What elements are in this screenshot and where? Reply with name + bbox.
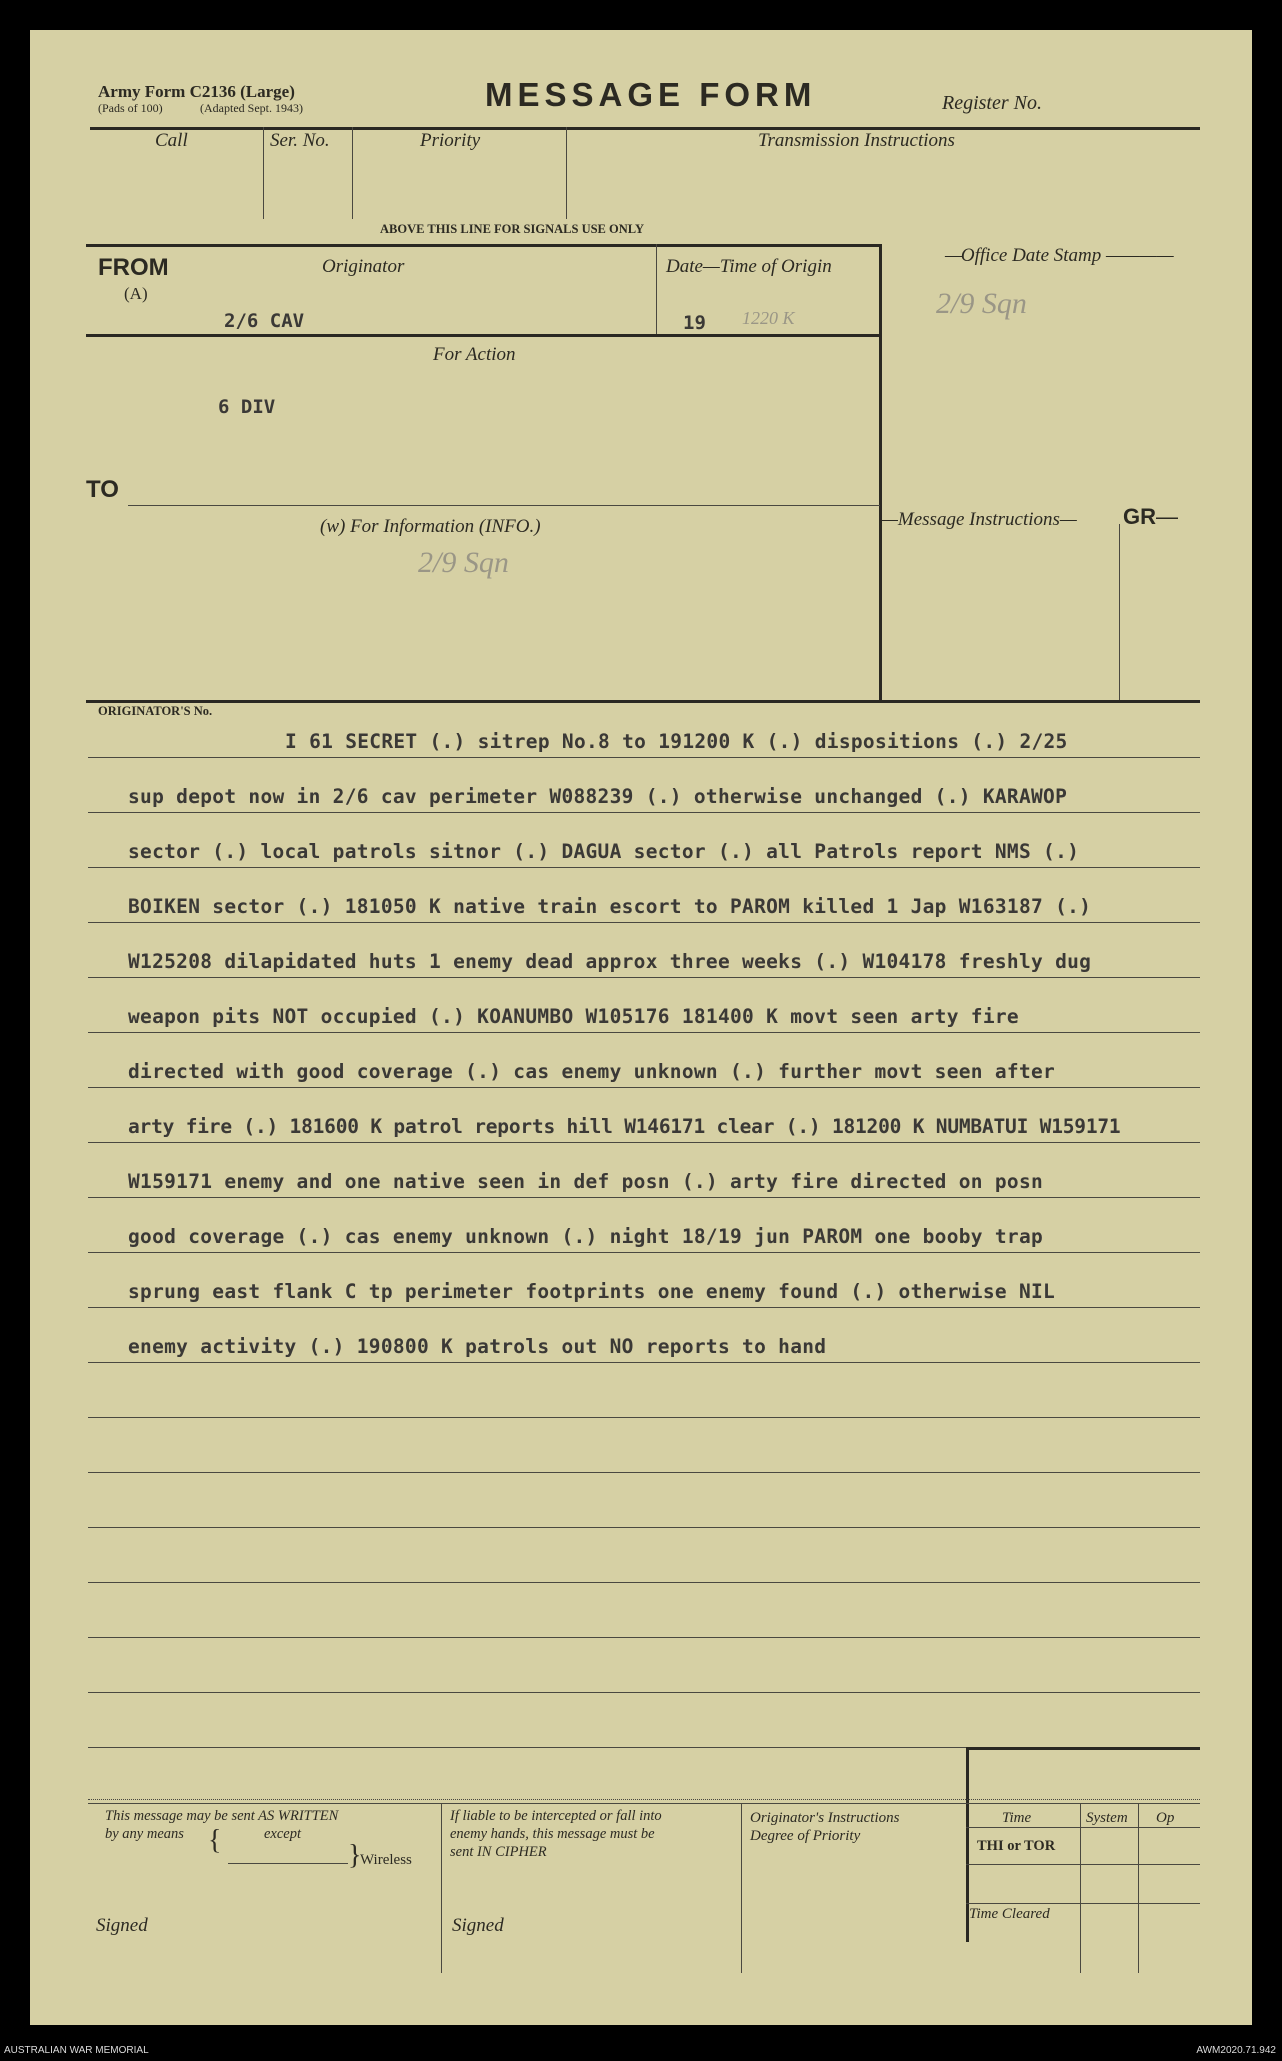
message-line: directed with good coverage (.) cas enemy unknown (.) further movt seen after bbox=[128, 1060, 1056, 1083]
to-label: TO bbox=[86, 476, 119, 503]
ruled-line bbox=[88, 867, 1200, 868]
priority-label: Priority bbox=[420, 130, 481, 151]
gr-label: GR— bbox=[1123, 504, 1178, 529]
message-line: sector (.) local patrols sitnor (.) DAGUA sector (.) all Patrols report NMS (.) bbox=[128, 840, 1080, 863]
originator-label: Originator bbox=[322, 256, 405, 277]
divider bbox=[352, 127, 353, 219]
above-line-note: ABOVE THIS LINE FOR SIGNALS USE ONLY bbox=[380, 222, 644, 236]
divider bbox=[263, 127, 264, 219]
wireless-brace: } bbox=[348, 1840, 362, 1871]
message-line: arty fire (.) 181600 K patrol reports hill W146171 clear (.) 181200 K NUMBATUI W159171 bbox=[128, 1115, 1121, 1138]
system-label: System bbox=[1086, 1810, 1128, 1826]
date-value: 19 bbox=[683, 312, 706, 334]
cipher-note-3: sent IN CIPHER bbox=[450, 1844, 547, 1860]
originators-no-label: ORIGINATOR'S No. bbox=[98, 704, 213, 718]
ruled-line bbox=[88, 977, 1200, 978]
degree-priority-label: Degree of Priority bbox=[750, 1828, 861, 1844]
time-row-rule bbox=[966, 1827, 1200, 1828]
signed-label-2: Signed bbox=[452, 1915, 504, 1936]
message-line: I 61 SECRET (.) sitrep No.8 to 191200 K (.) dispositions (.) 2/25 bbox=[285, 730, 1068, 753]
date-pencil-note: 1220 K bbox=[742, 308, 795, 328]
ruled-line bbox=[88, 1637, 1200, 1638]
header-rule bbox=[90, 127, 1200, 130]
footer-top-rule bbox=[88, 1799, 1200, 1800]
stamp-pencil-note: 2/9 Sqn bbox=[936, 287, 1027, 320]
ruled-line bbox=[88, 1087, 1200, 1088]
ruled-line bbox=[88, 1032, 1200, 1033]
divider bbox=[441, 1803, 442, 1973]
office-date-stamp-label: —Office Date Stamp ———— bbox=[945, 245, 1174, 266]
message-line: W125208 dilapidated huts 1 enemy dead approx three weeks (.) W104178 freshly dug bbox=[128, 950, 1092, 973]
ruled-line bbox=[88, 1307, 1200, 1308]
archive-reference: AWM2020.71.942 bbox=[1196, 2045, 1276, 2056]
ruled-line bbox=[88, 1362, 1200, 1363]
message-line: W159171 enemy and one native seen in def posn (.) arty fire directed on posn bbox=[128, 1170, 1044, 1193]
message-line: BOIKEN sector (.) 181050 K native train escort to PAROM killed 1 Jap W163187 (.) bbox=[128, 895, 1092, 918]
except-brace: { bbox=[208, 1825, 222, 1856]
ruled-line bbox=[88, 1692, 1200, 1693]
ruled-line bbox=[88, 1582, 1200, 1583]
from-top-rule bbox=[86, 244, 882, 247]
for-action-label: For Action bbox=[433, 344, 516, 365]
cipher-note-2: enemy hands, this message must be bbox=[450, 1826, 655, 1842]
written-note-1: This message may be sent AS WRITTEN bbox=[105, 1808, 339, 1824]
transmission-label: Transmission Instructions bbox=[758, 130, 955, 151]
thi-tor-label: THI or TOR bbox=[977, 1838, 1056, 1854]
from-sub-label: (A) bbox=[124, 284, 148, 303]
army-form-label: Army Form C2136 (Large) bbox=[98, 82, 295, 101]
op-label: Op bbox=[1156, 1810, 1175, 1826]
body-top-rule bbox=[86, 700, 1200, 703]
time-cleared-label: Time Cleared bbox=[969, 1906, 1050, 1922]
date-time-label: Date—Time of Origin bbox=[666, 256, 832, 277]
footer-top-rule bbox=[88, 1803, 1200, 1804]
for-action-rule bbox=[86, 334, 882, 337]
ruled-line bbox=[88, 1417, 1200, 1418]
written-note-2: by any means bbox=[105, 1826, 184, 1842]
divider bbox=[656, 244, 657, 334]
ruled-line bbox=[88, 1197, 1200, 1198]
info-pencil-note: 2/9 Sqn bbox=[418, 546, 509, 579]
ruled-line bbox=[88, 1472, 1200, 1473]
divider bbox=[566, 127, 567, 219]
ruled-line bbox=[88, 757, 1200, 758]
for-action-value: 6 DIV bbox=[218, 396, 276, 418]
archive-credit: AUSTRALIAN WAR MEMORIAL bbox=[4, 2045, 149, 2056]
divider bbox=[1138, 1803, 1139, 1973]
except-rule bbox=[228, 1863, 348, 1864]
message-instructions-label: —Message Instructions— bbox=[881, 509, 1077, 530]
message-line: sprung east flank C tp perimeter footprints one enemy found (.) otherwise NIL bbox=[128, 1280, 1056, 1303]
to-rule bbox=[128, 505, 880, 506]
adapted-note: (Adapted Sept. 1943) bbox=[200, 101, 303, 115]
ruled-line bbox=[88, 812, 1200, 813]
message-line: enemy activity (.) 190800 K patrols out NO reports to hand bbox=[128, 1335, 827, 1358]
wireless-label: Wireless bbox=[360, 1852, 412, 1868]
register-no-label: Register No. bbox=[942, 92, 1042, 114]
message-form-sheet bbox=[30, 30, 1252, 2025]
time-box-top-rule bbox=[966, 1747, 1200, 1750]
ruled-line bbox=[88, 1527, 1200, 1528]
pads-note: (Pads of 100) bbox=[98, 101, 163, 115]
from-label: FROM bbox=[98, 254, 169, 281]
ruled-line bbox=[88, 1252, 1200, 1253]
cipher-note-1: If liable to be intercepted or fall into bbox=[450, 1808, 662, 1824]
orig-instructions-label: Originator's Instructions bbox=[750, 1810, 900, 1826]
form-title: MESSAGE FORM bbox=[485, 76, 817, 113]
originator-value: 2/6 CAV bbox=[224, 310, 305, 332]
ruled-line bbox=[88, 1747, 1014, 1748]
divider bbox=[741, 1803, 742, 1973]
divider bbox=[1080, 1803, 1081, 1973]
ser-no-label: Ser. No. bbox=[270, 130, 330, 151]
signed-label-1: Signed bbox=[96, 1915, 148, 1936]
divider bbox=[1119, 524, 1120, 702]
message-line: weapon pits NOT occupied (.) KOANUMBO W105176 181400 K movt seen arty fire bbox=[128, 1005, 1019, 1028]
ruled-line bbox=[88, 1142, 1200, 1143]
time-row-rule bbox=[966, 1903, 1200, 1904]
for-info-label: (w) For Information (INFO.) bbox=[320, 516, 541, 537]
call-label: Call bbox=[155, 130, 188, 151]
time-row-rule bbox=[966, 1864, 1200, 1865]
from-right-rule bbox=[879, 244, 882, 702]
message-line: good coverage (.) cas enemy unknown (.) night 18/19 jun PAROM one booby trap bbox=[128, 1225, 1044, 1248]
time-label: Time bbox=[1002, 1810, 1032, 1826]
ruled-line bbox=[88, 922, 1200, 923]
except-label: except bbox=[264, 1826, 302, 1842]
message-line: sup depot now in 2/6 cav perimeter W088239 (.) otherwise unchanged (.) KARAWOP bbox=[128, 785, 1068, 808]
